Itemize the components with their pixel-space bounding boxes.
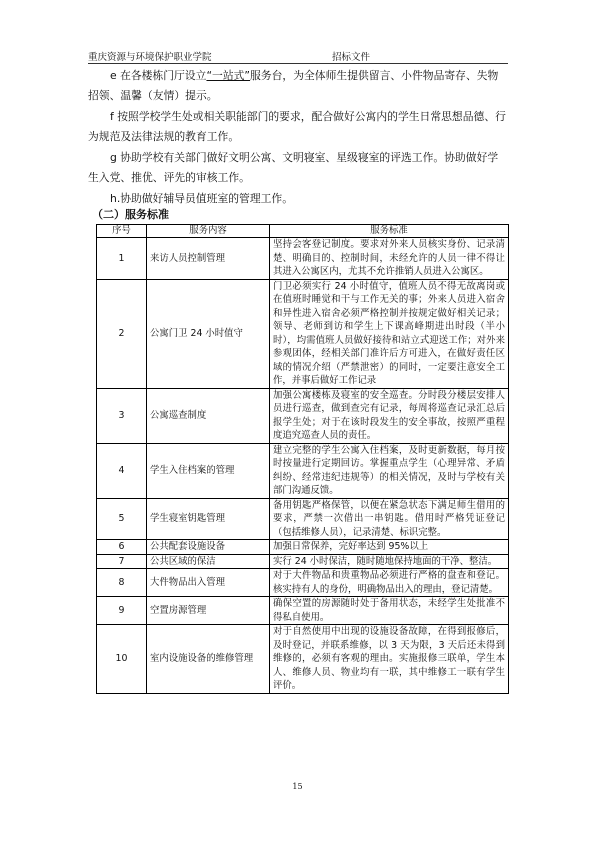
paragraph-h-text: h.协助做好辅导员值班室的管理工作。 <box>110 192 294 205</box>
service-content: 空置房源管理 <box>147 597 270 625</box>
column-header-number: 序号 <box>97 225 147 238</box>
service-standard: 门卫必须实行 24 小时值守，值班人员不得无故离岗或在值班时睡觉和干与工作无关的事；外来人员进入宿舍和异性进入宿舍必须严格控制并按规定做好相关记录；领导、老师到访和学生上下课高峰期进出时段（半小时），均需值班人员做好接待和站立式迎送工作；对外来参观团体，经相关部门准许后方可进入，在做好责任区域的情况介绍（严禁泄密）的同时，一定要注意安全工作，并事后做好工作记录 <box>270 279 509 388</box>
service-standard: 建立完整的学生公寓入住档案，及时更新数据，每月按时按量进行定期回访。掌握重点学生（心理异常、矛盾纠纷、经常违纪违规等）的相关情况，及时与学校有关部门沟通反馈。 <box>270 443 509 498</box>
paragraph-e-start: e 在各楼栋门厅设立 <box>110 69 207 82</box>
column-header-service-content: 服务内容 <box>147 225 270 238</box>
service-standard: 备用钥匙严格保管，以便在紧急状态下满足师生借用的要求，严禁一次借出一串钥匙。借用时严格凭证登记（包括维修人员），记录清楚、标识完整。 <box>270 498 509 540</box>
row-number: 5 <box>97 498 147 540</box>
table-row <box>97 498 509 540</box>
row-number: 2 <box>97 279 147 388</box>
service-content: 学生寝室钥匙管理 <box>147 498 270 540</box>
service-standard: 实行 24 小时保洁，随时随地保持地面的干净、整洁。 <box>270 554 509 569</box>
header-document-type: 招标文件 <box>332 52 371 63</box>
paragraph-e-end: 服务台，为全体师生提供留言、小件物品寄存、失物招领、温馨（友情）提示。 <box>88 69 499 102</box>
table-header-row <box>97 225 509 238</box>
table-row <box>97 569 509 597</box>
service-content: 公共区域的保洁 <box>147 554 270 569</box>
paragraph-f <box>88 107 508 147</box>
service-content: 大件物品出入管理 <box>147 569 270 597</box>
row-number: 6 <box>97 540 147 555</box>
table-row <box>97 279 509 388</box>
service-content: 公寓巡查制度 <box>147 388 270 443</box>
paragraph-g-text: g 协助学校有关部门做好文明公寓、文明寝室、星级寝室的评选工作。协助做好学生入党、推优、评先的审核工作。 <box>88 151 499 184</box>
row-number: 4 <box>97 443 147 498</box>
table-row <box>97 597 509 625</box>
service-content: 公共配套设施设备 <box>147 540 270 555</box>
row-number: 8 <box>97 569 147 597</box>
page-number: 15 <box>292 782 303 791</box>
row-number: 1 <box>97 238 147 280</box>
column-header-service-standard: 服务标准 <box>270 225 509 238</box>
paragraph-h <box>88 189 508 209</box>
header-school-name: 重庆资源与环境保护职业学院 <box>88 52 212 63</box>
table-row <box>97 238 509 280</box>
service-standard: 坚持会客登记制度。要求对外来人员核实身份、记录清楚、明确目的、控制时间，未经允许的人员一律不得让其进入公寓区内，尤其不允许推销人员进入公寓区。 <box>270 238 509 280</box>
service-content: 公寓门卫 24 小时值守 <box>147 279 270 388</box>
paragraph-g <box>88 148 508 188</box>
table-row <box>97 554 509 569</box>
row-number: 7 <box>97 554 147 569</box>
service-standard: 加强公寓楼栋及寝室的安全巡查。分时段分楼层安排人员进行巡查，做到查完有记录，每周将巡查记录汇总后报学生处；对于在该时段发生的安全事故，按照严重程度追究巡查人员的责任。 <box>270 388 509 443</box>
service-standard: 加强日常保养，完好率达到 95%以上 <box>270 540 509 555</box>
table-row <box>97 443 509 498</box>
table-row <box>97 625 509 694</box>
row-number: 9 <box>97 597 147 625</box>
row-number: 10 <box>97 625 147 694</box>
service-standard: 确保空置的房源随时处于备用状态，未经学生处批准不得私自使用。 <box>270 597 509 625</box>
paragraph-e <box>88 66 508 106</box>
row-number: 3 <box>97 388 147 443</box>
section-title: （二）服务标准 <box>92 208 169 221</box>
table-row <box>97 540 509 555</box>
service-standard: 对于自然使用中出现的设施设备故障，在得到报修后，及时登记，并联系维修，以 3 天为限，3 天后还未得到维修的，必须有客观的理由。实施报修三联单，学生本人、维修人员、物业均有一联，其中维修工一联有学生评价。 <box>270 625 509 694</box>
paragraph-e-quote: “一站式” <box>206 69 251 82</box>
service-content: 室内设施设备的维修管理 <box>147 625 270 694</box>
service-content: 来访人员控制管理 <box>147 238 270 280</box>
page-header <box>88 48 508 64</box>
service-standard-table <box>96 224 509 694</box>
paragraph-f-text: f 按照学校学生处或相关职能部门的要求，配合做好公寓内的学生日常思想品德、行为规范及法律法规的教育工作。 <box>88 110 506 143</box>
table-row <box>97 388 509 443</box>
service-standard: 对于大件物品和贵重物品必须进行严格的盘查和登记。核实持有人的身份，明确物品出入的理由，登记清楚。 <box>270 569 509 597</box>
service-content: 学生入住档案的管理 <box>147 443 270 498</box>
